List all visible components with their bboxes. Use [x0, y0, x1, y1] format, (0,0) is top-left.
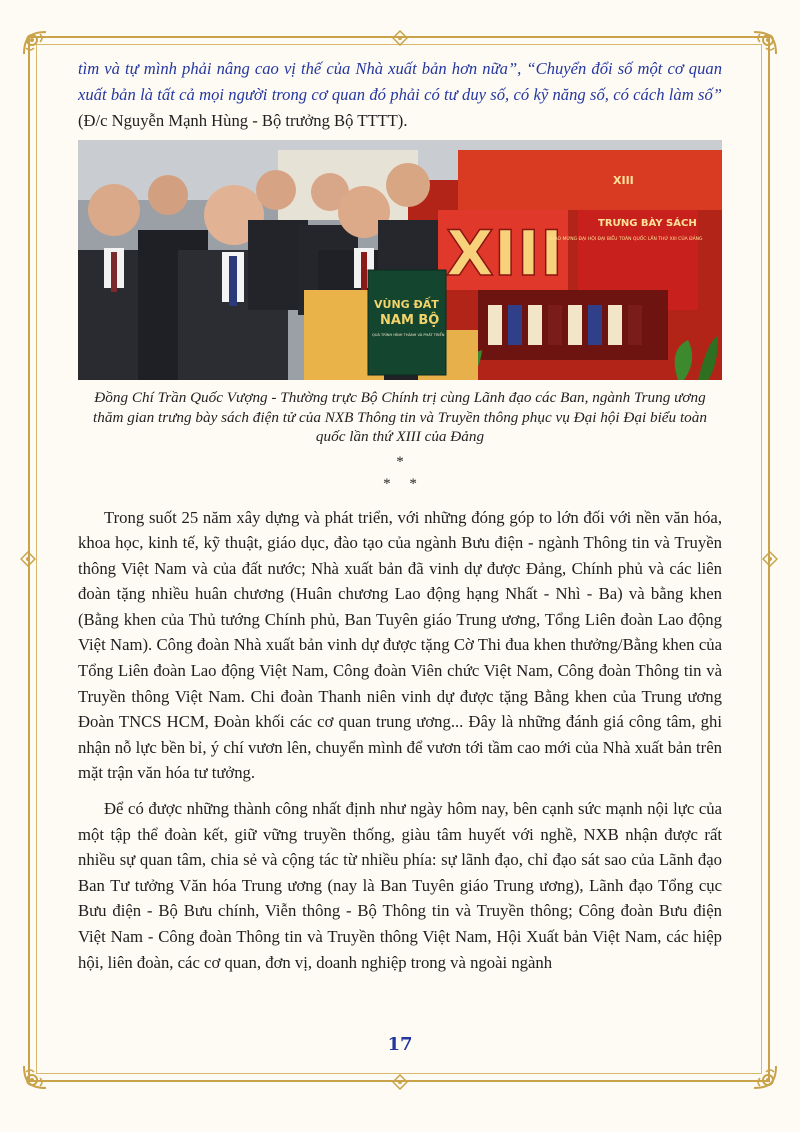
diamond-ornament-icon	[762, 551, 778, 567]
book-subtitle: QUÁ TRÌNH HÌNH THÀNH VÀ PHÁT TRIỂN	[372, 333, 445, 337]
body-paragraph-1: Trong suốt 25 năm xây dựng và phát triển, với những đóng góp to lớn đối với nền văn hóa, khoa học, kinh tế, kỹ thuật, giáo dục, đào tạo của ngành Bưu điện - ngành Thông tin và Truyền thông Việt Nam và của đất nước; Nhà xuất bản đã vinh dự được Đảng, Chính phủ và các liên đoàn tặng nhiều huân chương (Huân chương Lao động hạng Nhất - Nhì - Ba) và bằng khen (Bằng khen của Thủ tướng Chính phủ, Ban Tuyên giáo Trung ương, Tổng Liên đoàn Lao động Việt Nam). Công đoàn Nhà xuất bản vinh dự được tặng Cờ Thi đua khen thưởng/Bằng khen của Tổng Liên đoàn Lao động Việt Nam, Công đoàn Viên chức Việt Nam, Công đoàn Thông tin và Truyền thông Việt Nam. Chi đoàn Thanh niên vinh dự được tặng Bằng khen của Trung ương Đoàn TNCS HCM, Đoàn khối các cơ quan trung ương... Đây là những đánh giá công tâm, ghi nhận nỗ lực bền bỉ, ý chí vươn lên, chuyển mình để vươn tới tầm cao mới của Nhà xuất bản trên mặt trận văn hóa tư tưởng.	[78, 507, 722, 783]
page-content	[78, 56, 722, 975]
booth-title: TRƯNG BÀY SÁCH	[598, 218, 697, 229]
diamond-ornament-icon	[20, 551, 36, 567]
separator-star-bottom: * *	[383, 475, 417, 492]
event-photo	[78, 140, 722, 380]
quote-source: (Đ/c Nguyễn Mạnh Hùng - Bộ trưởng Bộ TTTT).	[78, 111, 408, 130]
diamond-ornament-icon	[392, 30, 408, 46]
page-number: 17	[387, 1034, 413, 1055]
separator-star-top: *	[396, 453, 404, 470]
book-title-line2: NAM BỘ	[380, 313, 440, 328]
book-title-line1: VÙNG ĐẤT	[374, 298, 439, 311]
booth-small-numeral: XIII	[613, 174, 634, 187]
corner-ornament-icon	[750, 28, 780, 58]
section-separator	[78, 451, 722, 495]
booth-numeral: XIII	[446, 217, 564, 290]
body-paragraph-2: Để có được những thành công nhất định như ngày hôm nay, bên cạnh sức mạnh nội lực của một tập thể đoàn kết, giữ vững truyền thống, giàu tâm huyết với nghề, NXB nhận được rất nhiều sự quan tâm, chia sẻ và cộng tác từ nhiều phía: sự lãnh đạo, chỉ đạo sát sao của Lãnh đạo Ban Tư tưởng Văn hóa Trung ương (nay là Ban Tuyên giáo Trung ương), Lãnh đạo Tổng cục Bưu điện - Bộ Bưu chính, Viễn thông - Bộ Thông tin và Truyền thông; Công đoàn Bưu điện Việt Nam - Công đoàn Thông tin và Truyền thông Việt Nam, Hội Xuất bản Việt Nam, các hiệp hội, liên đoàn, các cơ quan, đơn vị, doanh nghiệp trong và ngoài ngành	[78, 799, 722, 972]
photo-caption: Đồng Chí Trần Quốc Vượng - Thường trực Bộ Chính trị cùng Lãnh đạo các Ban, ngành Trung ương thăm gian trưng bày sách điện tử của NXB Thông tin và Truyền thông phục vụ Đại hội Đại biểu toàn quốc lần thứ XIII của Đảng	[93, 389, 707, 445]
corner-ornament-icon	[750, 1062, 780, 1092]
quote-paragraph	[78, 56, 722, 134]
corner-ornament-icon	[20, 1062, 50, 1092]
booth-subtitle: CHÀO MỪNG ĐẠI HỘI ĐẠI BIỂU TOÀN QUỐC LẦN THỨ XIII CỦA ĐẢNG	[548, 237, 703, 242]
event-photo-illustration	[78, 140, 722, 380]
corner-ornament-icon	[20, 28, 50, 58]
diamond-ornament-icon	[392, 1074, 408, 1090]
quote-text: tìm và tự mình phải nâng cao vị thế của Nhà xuất bản hơn nữa”, “Chuyển đổi số một cơ quan xuất bản là tất cả mọi người trong cơ quan đó phải có tư duy số, có kỹ năng số, có cách làm số”	[78, 59, 722, 104]
